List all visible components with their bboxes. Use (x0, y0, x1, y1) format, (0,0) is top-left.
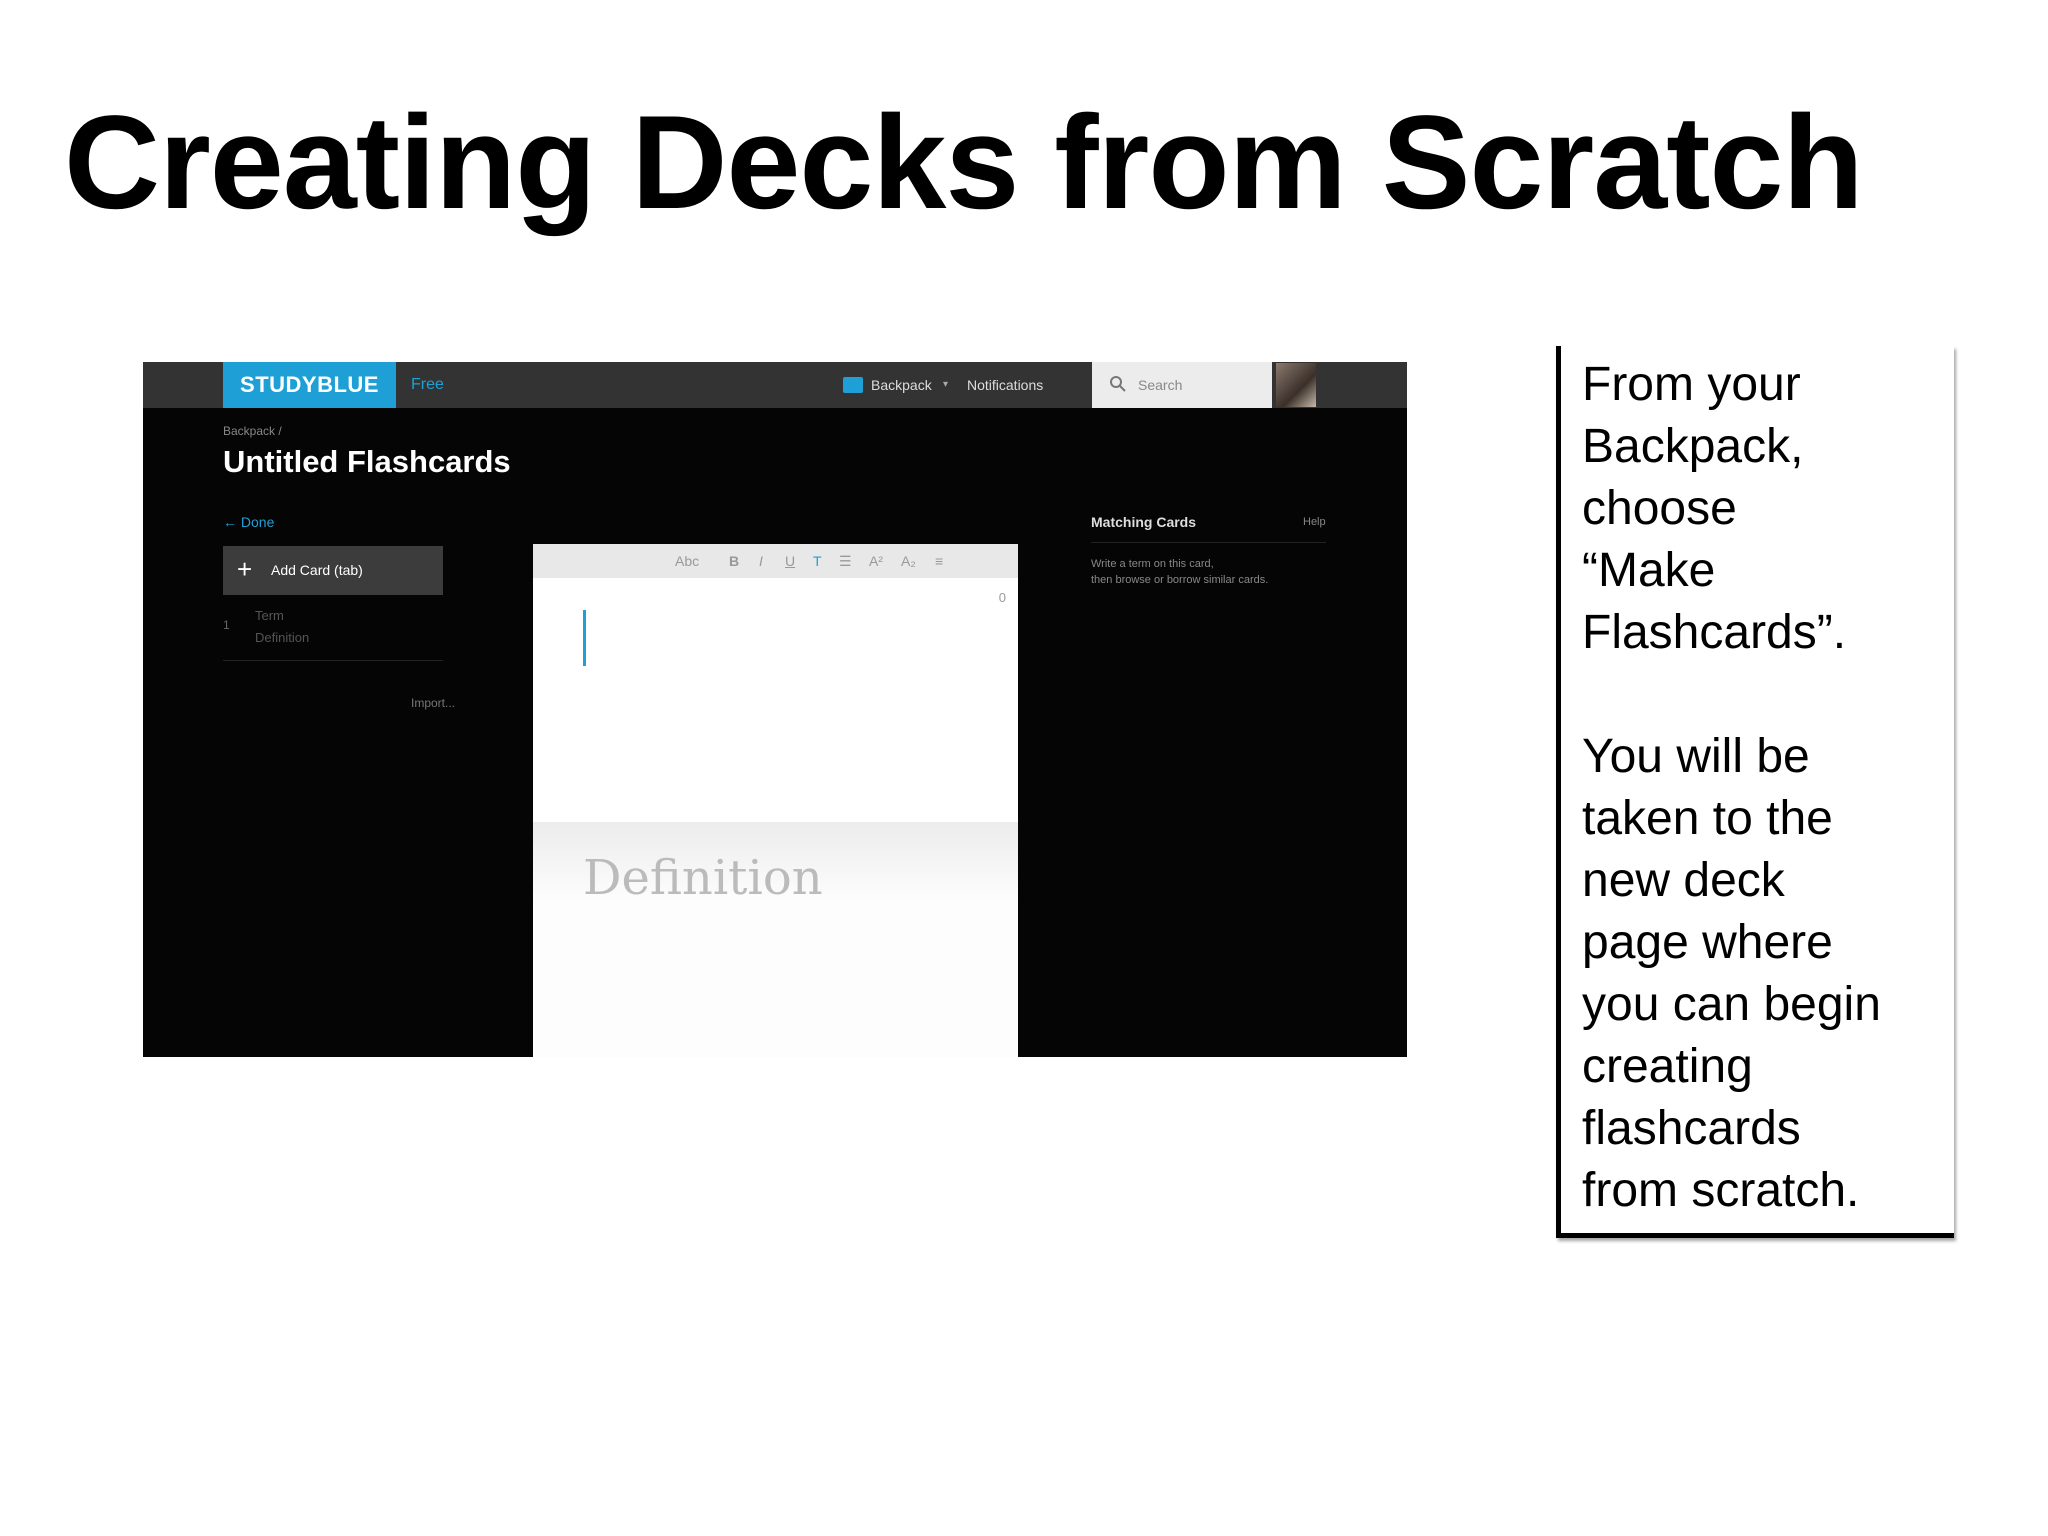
search-input[interactable] (1092, 362, 1272, 408)
list-button[interactable]: ☰ (839, 553, 852, 569)
superscript-button[interactable]: A² (869, 553, 883, 569)
definition-field[interactable] (533, 822, 1018, 1057)
search-icon (1108, 374, 1128, 394)
card-number: 1 (223, 618, 230, 632)
instruction-paragraph: From your Backpack, choose “Make Flashcards”. (1582, 358, 1847, 659)
more-formatting-button[interactable]: ≡ (935, 553, 944, 569)
italic-button[interactable]: I (759, 553, 763, 569)
formatting-toolbar (533, 544, 1018, 578)
card-editor[interactable] (533, 544, 1018, 1057)
slide-title: Creating Decks from Scratch (64, 89, 1863, 237)
avatar[interactable] (1276, 363, 1316, 407)
character-counter: 0 (998, 590, 1006, 605)
deck-title[interactable]: Untitled Flashcards (223, 444, 511, 479)
done-link[interactable]: ← Done (223, 514, 275, 530)
matching-cards-title: Matching Cards (1091, 514, 1197, 530)
subscript-button[interactable]: A₂ (901, 553, 916, 569)
divider (223, 660, 443, 661)
underline-button[interactable]: U (785, 553, 796, 569)
add-card-button[interactable] (223, 546, 443, 595)
matching-hint: Write a term on this card, (1091, 558, 1214, 570)
plan-badge[interactable]: Free (411, 376, 444, 393)
definition-placeholder: Definition (583, 850, 823, 906)
app-top-bar (143, 362, 1407, 408)
help-link[interactable]: Help (1303, 516, 1326, 528)
search-placeholder: Search (1138, 377, 1183, 393)
explanation-paragraph: You will be taken to the new deck page where you can begin creating flashcards from scratch. (1582, 730, 1881, 1217)
card-definition[interactable]: Definition (255, 630, 310, 645)
card-term[interactable]: Term (255, 608, 284, 623)
text-cursor (583, 610, 586, 666)
import-link[interactable]: Import... (411, 696, 456, 710)
add-card-label: Add Card (tab) (271, 562, 363, 578)
breadcrumb[interactable]: Backpack / (223, 424, 282, 438)
studyblue-logo[interactable]: STUDYBLUE (223, 362, 396, 408)
plus-icon: + (237, 554, 253, 584)
matching-hint: then browse or borrow similar cards. (1091, 574, 1269, 586)
divider (1091, 542, 1326, 543)
nav-backpack[interactable]: Backpack (871, 377, 932, 393)
text-color-button[interactable]: T (813, 553, 822, 569)
bold-button[interactable]: B (729, 553, 740, 569)
backpack-icon (843, 377, 863, 393)
nav-notifications[interactable]: Notifications (967, 377, 1044, 393)
font-style-button[interactable]: Abc (675, 553, 700, 569)
chevron-down-icon[interactable]: ▾ (943, 379, 949, 390)
embedded-screenshot (143, 362, 1407, 1057)
